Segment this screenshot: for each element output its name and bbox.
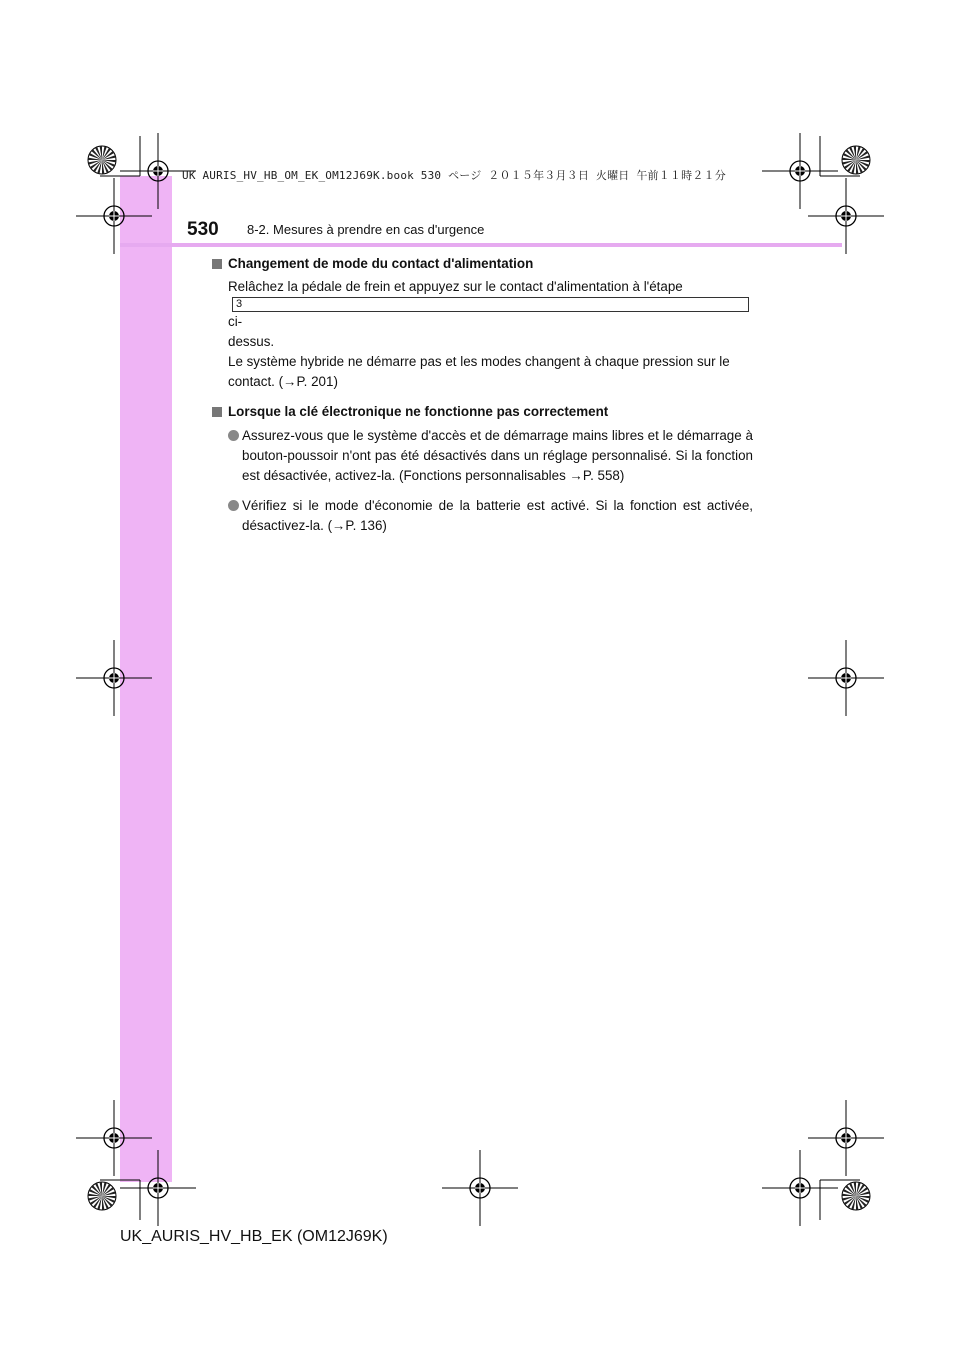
square-bullet-icon [212,407,222,417]
paragraph [228,277,753,392]
page-content [213,254,753,536]
section-heading: Changement de mode du contact d'alimentation [213,254,753,274]
print-stamp: UK AURIS_HV_HB_OM_EK_OM12J69K.book 530 ページ ２０１５年３月３日 火曜日 午前１１時２１分 [182,169,726,182]
bullet-item: Assurez-vous que le système d'accès et de démarrage mains libres et le démarrage à bouton-poussoir n'ont pas été désactivés dans un réglage personnalisé. Si la fonction est désactivée, activez-la. (Fonctions personnalisables →P. 558) [228,426,753,486]
paragraph-line: dessus. [228,334,275,349]
square-bullet-icon [212,259,222,269]
footer-model-code: UK_AURIS_HV_HB_EK (OM12J69K) [120,1228,388,1245]
circle-bullet-icon [228,430,239,441]
paragraph-line: contact. (→P. 201) [228,374,338,389]
paragraph-line: Le système hybride ne démarre pas et les modes changent à chaque pression sur le [228,354,730,369]
section-title: 8-2. Mesures à prendre en cas d'urgence [247,222,485,237]
page-number: 530 [187,219,219,240]
step-number-badge: 3 [232,297,749,312]
bullet-item: Vérifiez si le mode d'économie de la batterie est activé. Si la fonction est activée, désactivez-la. (→P. 136) [228,496,753,536]
section-heading: Lorsque la clé électronique ne fonctionne pas correctement [213,402,753,422]
circle-bullet-icon [228,500,239,511]
paragraph-line: Relâchez la pédale de frein et appuyez sur le contact d'alimentation à l'étape 3 ci- [228,277,753,332]
